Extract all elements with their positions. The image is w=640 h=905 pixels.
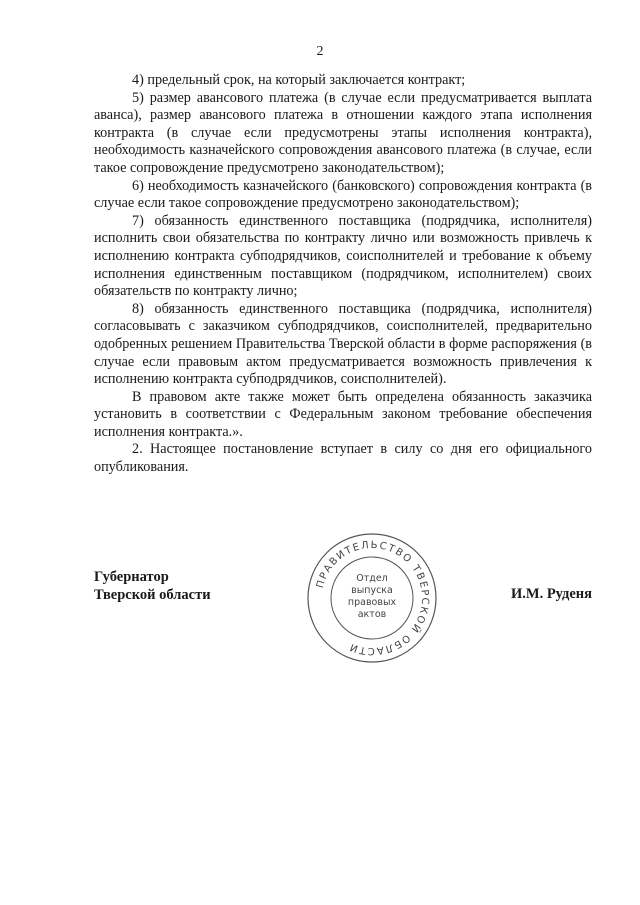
document-body [94,72,592,477]
signatory-title-line2: Тверской области [94,587,211,603]
paragraph-item-4: 4) предельный срок, на который заключается контракт; [132,72,466,88]
stamp-center-line2: выпуска [351,585,393,596]
official-stamp [304,530,440,666]
stamp-ring-text: ПРАВИТЕЛЬСТВО ТВЕРСКОЙ ОБЛАСТИ [314,539,431,657]
stamp-center-line3: правовых [347,597,397,608]
paragraph-entry-into-force: 2. Настоящее постановление вступает в силу со дня его официального опубликования. [94,441,592,476]
signatory-title-line1: Губернатор [94,569,169,585]
signatory-title [94,568,211,604]
paragraph-security-requirement: В правовом акте также может быть определена обязанность заказчика установить в соответствии с Федеральным законом требование обеспечения исполнения контракта.». [94,388,592,440]
paragraph-item-8: 8) обязанность единственного поставщика (подрядчика, исполнителя) согласовывать с заказчиком субподрядчиков, соисполнителей, предварительно одобренных решением Правительства Тверской области в форме распоряжения (в случае если правовым актом предусматривается возможность привлечения к исполнению контракта субподрядчиков, соисполнителей). [94,300,592,388]
stamp-center-line1: Отдел [356,573,388,584]
stamp-center-line4: актов [357,609,387,620]
paragraph-item-7: 7) обязанность единственного поставщика (подрядчика, исполнителя) исполнить свои обязательства по контракту лично или возможность привлечь к исполнению контракта субподрядчиков, соисполнителей и требование к объему исполнения единственным поставщиком (подрядчиком, исполнителем) своих обязательств по контракту лично; [94,212,592,300]
paragraph-item-6: 6) необходимость казначейского (банковского) сопровождения контракта (в случае если такое сопровождение предусмотрено законодательством); [94,177,592,212]
page-number: 2 [316,44,324,59]
signer-name: И.М. Руденя [510,586,592,602]
paragraph-item-5: 5) размер авансового платежа (в случае если предусматривается выплата аванса), размер авансового платежа в отношении каждого этапа исполнения контракта (в случае если предусмотрены этапы исполнения контракта), необходимость казначейского сопровождения авансового платежа (в случае, если такое сопровождение предусмотрено законодательством); [94,89,592,176]
